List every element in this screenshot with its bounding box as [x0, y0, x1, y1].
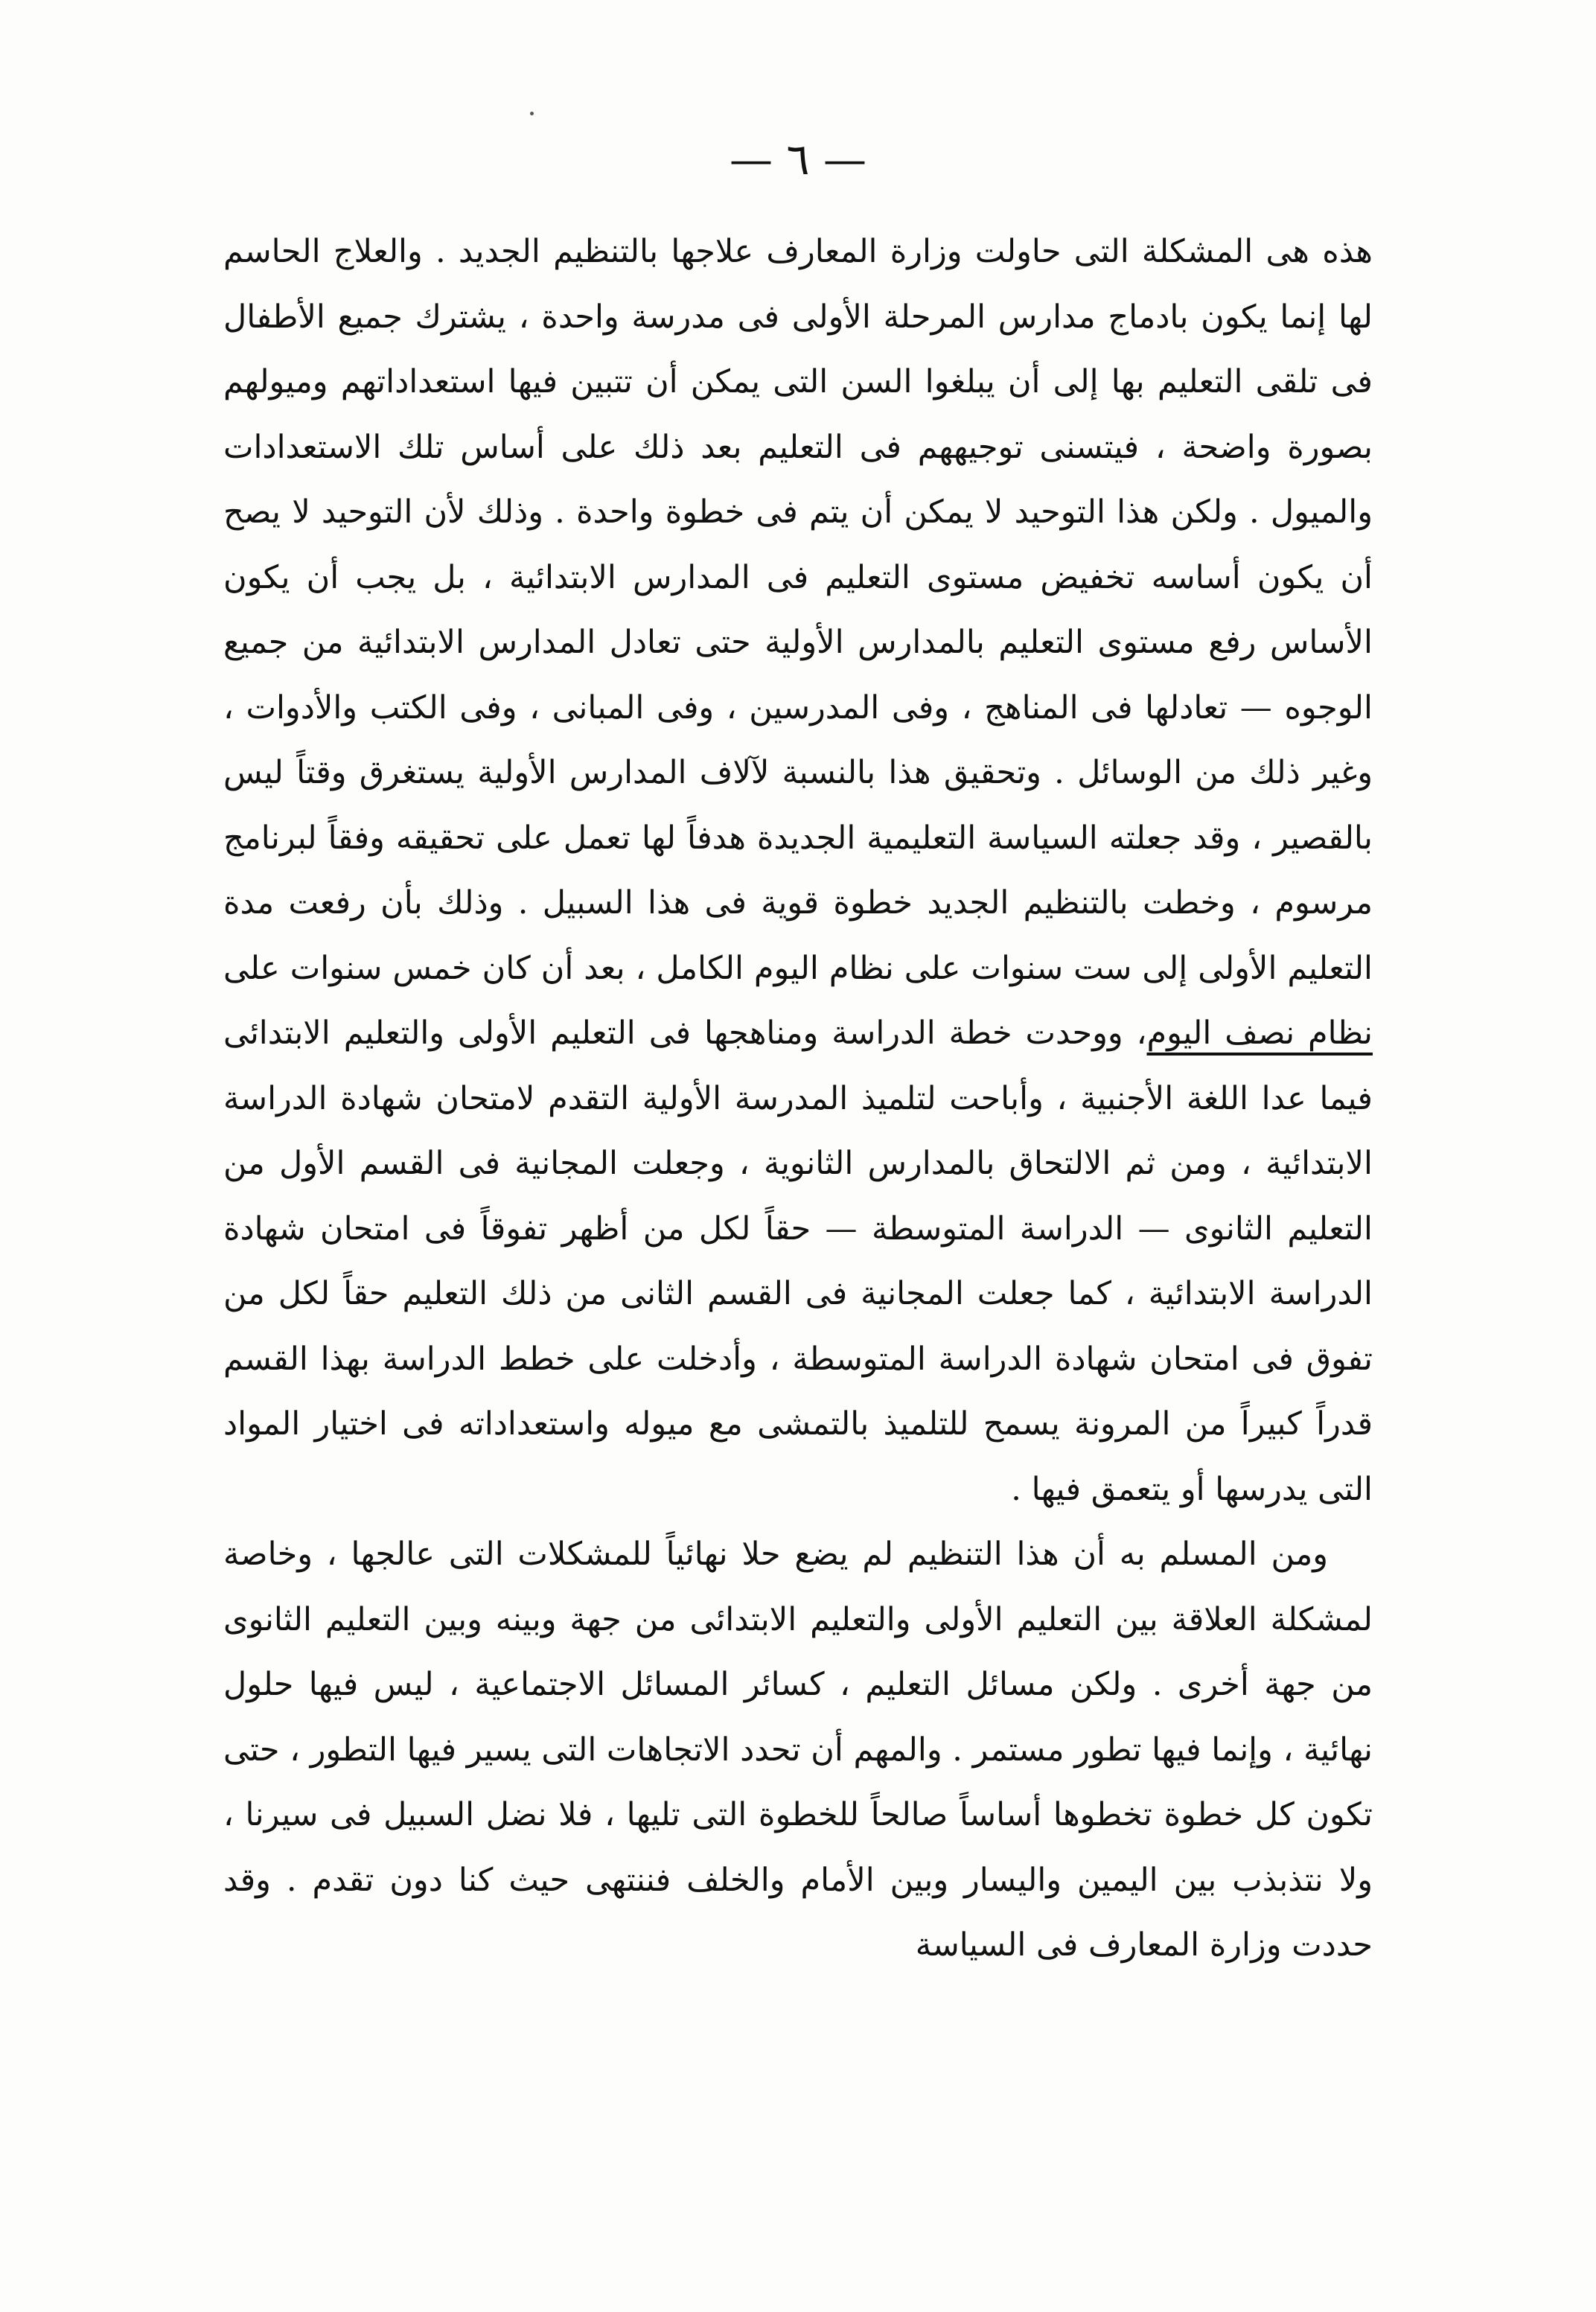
paragraph-1-text-after: ، ووحدت خطة الدراسة ومناهجها فى التعليم الأولى والتعليم الابتدائى فيما عدا اللغة الأجنبية ، وأباحت لتلميذ المدرسة الأولية التقدم لامتحان شهادة الدراسة الابتدائية ، ومن ثم الالتحاق بالمدارس الثانوية ، وجعلت المجانية فى القسم الأول من التعليم الثانوى — الدراسة المتوسطة — حقاً لكل من أظهر تفوقاً فى امتحان شهادة الدراسة الابتدائية ، كما جعلت المجانية فى القسم الثانى من ذلك التعليم حقاً لكل من تفوق فى امتحان شهادة الدراسة المتوسطة ، وأدخلت على خطط الدراسة بهذا القسم قدراً كبيراً من المرونة يسمح للتلميذ بالتمشى مع ميوله واستعداداته فى اختيار المواد التى يدرسها أو يتعمق فيها .	[223, 1015, 1373, 1508]
page-body	[223, 220, 1373, 1979]
page-number: — ٦ —	[729, 134, 867, 185]
paragraph-2: ومن المسلم به أن هذا التنظيم لم يضع حلا نهائياً للمشكلات التى عالجها ، وخاصة لمشكلة العلاقة بين التعليم الأولى والتعليم الابتدائى من جهة وبينه وبين التعليم الثانوى من جهة أخرى . ولكن مسائل التعليم ، كسائر المسائل الاجتماعية ، ليس فيها حلول نهائية ، وإنما فيها تطور مستمر . والمهم أن تحدد الاتجاهات التى يسير فيها التطور ، حتى تكون كل خطوة تخطوها أساساً صالحاً للخطوة التى تليها ، فلا نضل السبيل فى سيرنا ، ولا نتذبذب بين اليمين واليسار وبين الأمام والخلف فننتهى حيث كنا دون تقدم . وقد حددت وزارة المعارف فى السياسة	[223, 1536, 1373, 1964]
paragraph-1	[223, 220, 1373, 1522]
paragraph-1-text-before: هذه هى المشكلة التى حاولت وزارة المعارف علاجها بالتنظيم الجديد . والعلاج الحاسم لها إنما يكون بادماج مدارس المرحلة الأولى فى مدرسة واحدة ، يشترك جميع الأطفال فى تلقى التعليم بها إلى أن يبلغوا السن التى يمكن أن تتبين فيها استعداداتهم وميولهم بصورة واضحة ، فيتسنى توجيههم فى التعليم بعد ذلك على أساس تلك الاستعدادات والميول . ولكن هذا التوحيد لا يمكن أن يتم فى خطوة واحدة . وذلك لأن التوحيد لا يصح أن يكون أساسه تخفيض مستوى التعليم فى المدارس الابتدائية ، بل يجب أن يكون الأساس رفع مستوى التعليم بالمدارس الأولية حتى تعادل المدارس الابتدائية من جميع الوجوه — تعادلها فى المناهج ، وفى المدرسين ، وفى المبانى ، وفى الكتب والأدوات ، وغير ذلك من الوسائل . وتحقيق هذا بالنسبة لآلاف المدارس الأولية يستغرق وقتاً ليس بالقصير ، وقد جعلته السياسة التعليمية الجديدة هدفاً لها تعمل على تحقيقه وفقاً لبرنامج مرسوم ، وخطت بالتنظيم الجديد خطوة قوية فى هذا السبيل . وذلك بأن رفعت مدة التعليم الأولى إلى ست سنوات على نظام اليوم الكامل ، بعد أن كان خمس سنوات على	[223, 233, 1373, 987]
print-speck	[530, 112, 534, 115]
underlined-phrase: نظام نصف اليوم	[1146, 1015, 1373, 1052]
